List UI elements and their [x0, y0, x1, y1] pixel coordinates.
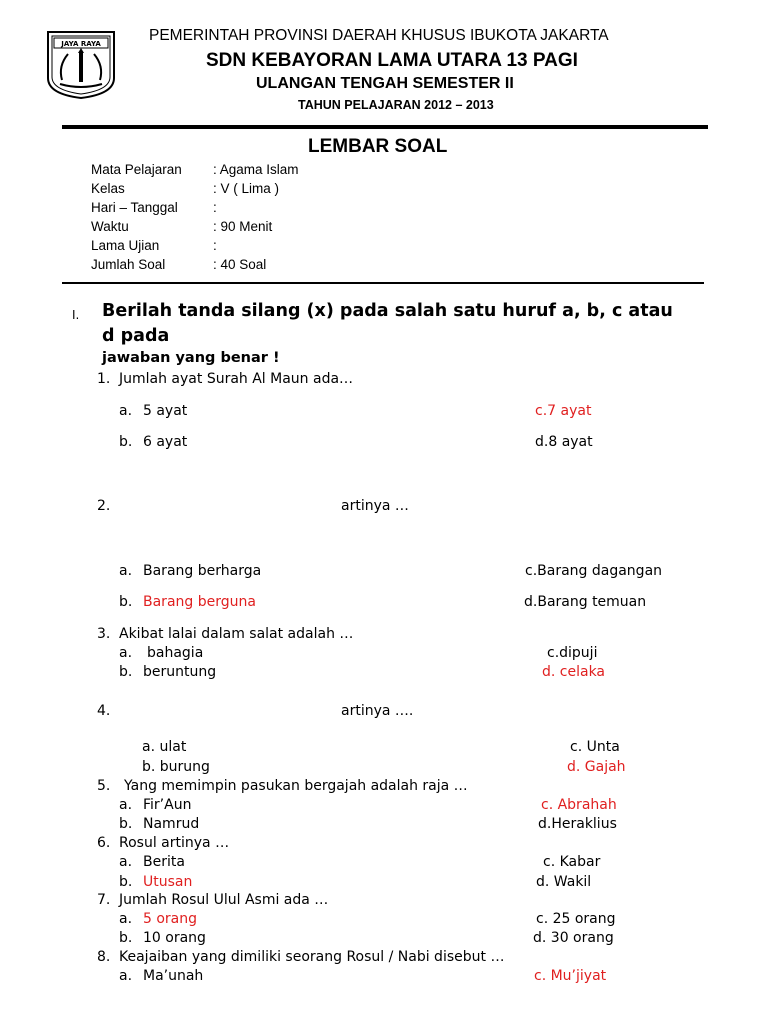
info-value-duration: : — [213, 238, 217, 253]
question-1-option-c-answer: c.7 ayat — [535, 403, 592, 419]
question-3-text: Akibat lalai dalam salat adalah … — [119, 626, 354, 642]
question-1-option-b: 6 ayat — [143, 434, 188, 450]
info-label-duration: Lama Ujian — [91, 238, 160, 253]
question-7-number: 7. — [97, 892, 111, 908]
option-label: b. — [119, 930, 133, 946]
question-2-option-c: c.Barang dagangan — [525, 563, 663, 579]
question-7-option-b: 10 orang — [143, 930, 206, 946]
question-1-option-d: d.8 ayat — [535, 434, 593, 450]
instruction-line1: Berilah tanda silang (x) pada salah satu huruf a, b, c atau — [102, 301, 673, 321]
question-6-number: 6. — [97, 835, 111, 851]
question-4-number: 4. — [97, 703, 111, 719]
option-label: b. — [119, 594, 133, 610]
question-3-option-b: beruntung — [143, 664, 217, 680]
government-heading: PEMERINTAH PROVINSI DAERAH KHUSUS IBUKOTA JAKARTA — [149, 27, 609, 44]
question-7-option-d: d. 30 orang — [533, 930, 614, 946]
question-1-number: 1. — [97, 371, 111, 387]
question-4-option-d-answer: d. Gajah — [567, 759, 626, 775]
option-label: a. — [119, 968, 133, 984]
info-value-date: : — [213, 200, 217, 215]
question-8-option-a: Ma’unah — [143, 968, 204, 984]
question-3-option-a: bahagia — [147, 645, 204, 661]
info-label-subject: Mata Pelajaran — [91, 162, 182, 177]
question-5-number: 5. — [97, 778, 111, 794]
info-value-class: : V ( Lima ) — [213, 181, 280, 196]
option-label: a. — [119, 563, 133, 579]
question-1-option-a: 5 ayat — [143, 403, 188, 419]
exam-title: ULANGAN TENGAH SEMESTER II — [256, 75, 514, 92]
question-8-option-c-answer: c. Mu’jiyat — [534, 968, 607, 984]
option-label: b. — [119, 664, 133, 680]
question-7-option-a-answer: 5 orang — [143, 911, 198, 927]
question-6-option-d: d. Wakil — [536, 874, 592, 890]
option-label: b. — [119, 874, 133, 890]
question-2-option-b-answer: Barang berguna — [143, 594, 256, 610]
school-name: SDN KEBAYORAN LAMA UTARA 13 PAGI — [206, 50, 578, 71]
question-5-option-d: d.Heraklius — [538, 816, 617, 832]
jakarta-emblem-logo — [44, 28, 118, 100]
question-3-number: 3. — [97, 626, 111, 642]
question-2-text: artinya … — [341, 498, 409, 514]
question-5-option-b: Namrud — [143, 816, 200, 832]
question-4-option-b: b. burung — [142, 759, 210, 775]
option-label: a. — [119, 403, 133, 419]
info-label-count: Jumlah Soal — [91, 257, 166, 272]
question-4-option-c: c. Unta — [570, 739, 620, 755]
question-5-text: Yang memimpin pasukan bergajah adalah raja … — [124, 778, 468, 794]
question-3-option-c: c.dipuji — [547, 645, 598, 661]
question-4-text: artinya …. — [341, 703, 414, 719]
question-2-option-a: Barang berharga — [143, 563, 262, 579]
question-6-text: Rosul artinya … — [119, 835, 230, 851]
logo-text: JAYA RAYA — [61, 40, 101, 48]
question-5-option-c-answer: c. Abrahah — [541, 797, 617, 813]
question-1-text: Jumlah ayat Surah Al Maun ada… — [119, 371, 354, 387]
instruction-line3: jawaban yang benar ! — [102, 350, 280, 366]
question-8-number: 8. — [97, 949, 111, 965]
option-label: b. — [119, 434, 133, 450]
info-value-subject: : Agama Islam — [213, 162, 299, 177]
option-label: a. — [119, 645, 133, 661]
section-numeral: I. — [72, 308, 80, 322]
option-label: b. — [119, 816, 133, 832]
question-5-option-a: Fir’Aun — [143, 797, 192, 813]
question-6-option-b-answer: Utusan — [143, 874, 193, 890]
option-label: a. — [119, 854, 133, 870]
info-label-class: Kelas — [91, 181, 125, 196]
question-8-text: Keajaiban yang dimiliki seorang Rosul / Nabi disebut … — [119, 949, 505, 965]
question-7-option-c: c. 25 orang — [536, 911, 616, 927]
header-divider — [62, 125, 708, 129]
question-2-number: 2. — [97, 498, 111, 514]
question-4-option-a: a. ulat — [142, 739, 187, 755]
question-6-option-a: Berita — [143, 854, 185, 870]
option-label: a. — [119, 797, 133, 813]
option-label: a. — [119, 911, 133, 927]
question-3-option-d-answer: d. celaka — [542, 664, 606, 680]
info-value-count: : 40 Soal — [213, 257, 267, 272]
info-label-time: Waktu — [91, 219, 129, 234]
question-2-option-d: d.Barang temuan — [524, 594, 647, 610]
school-year: TAHUN PELAJARAN 2012 – 2013 — [298, 98, 494, 112]
question-7-text: Jumlah Rosul Ulul Asmi ada … — [119, 892, 329, 908]
info-value-time: : 90 Menit — [213, 219, 273, 234]
question-6-option-c: c. Kabar — [543, 854, 601, 870]
info-label-date: Hari – Tanggal — [91, 200, 178, 215]
sheet-title: LEMBAR SOAL — [308, 136, 448, 157]
instruction-line2: d pada — [102, 326, 170, 346]
info-divider — [62, 282, 704, 284]
